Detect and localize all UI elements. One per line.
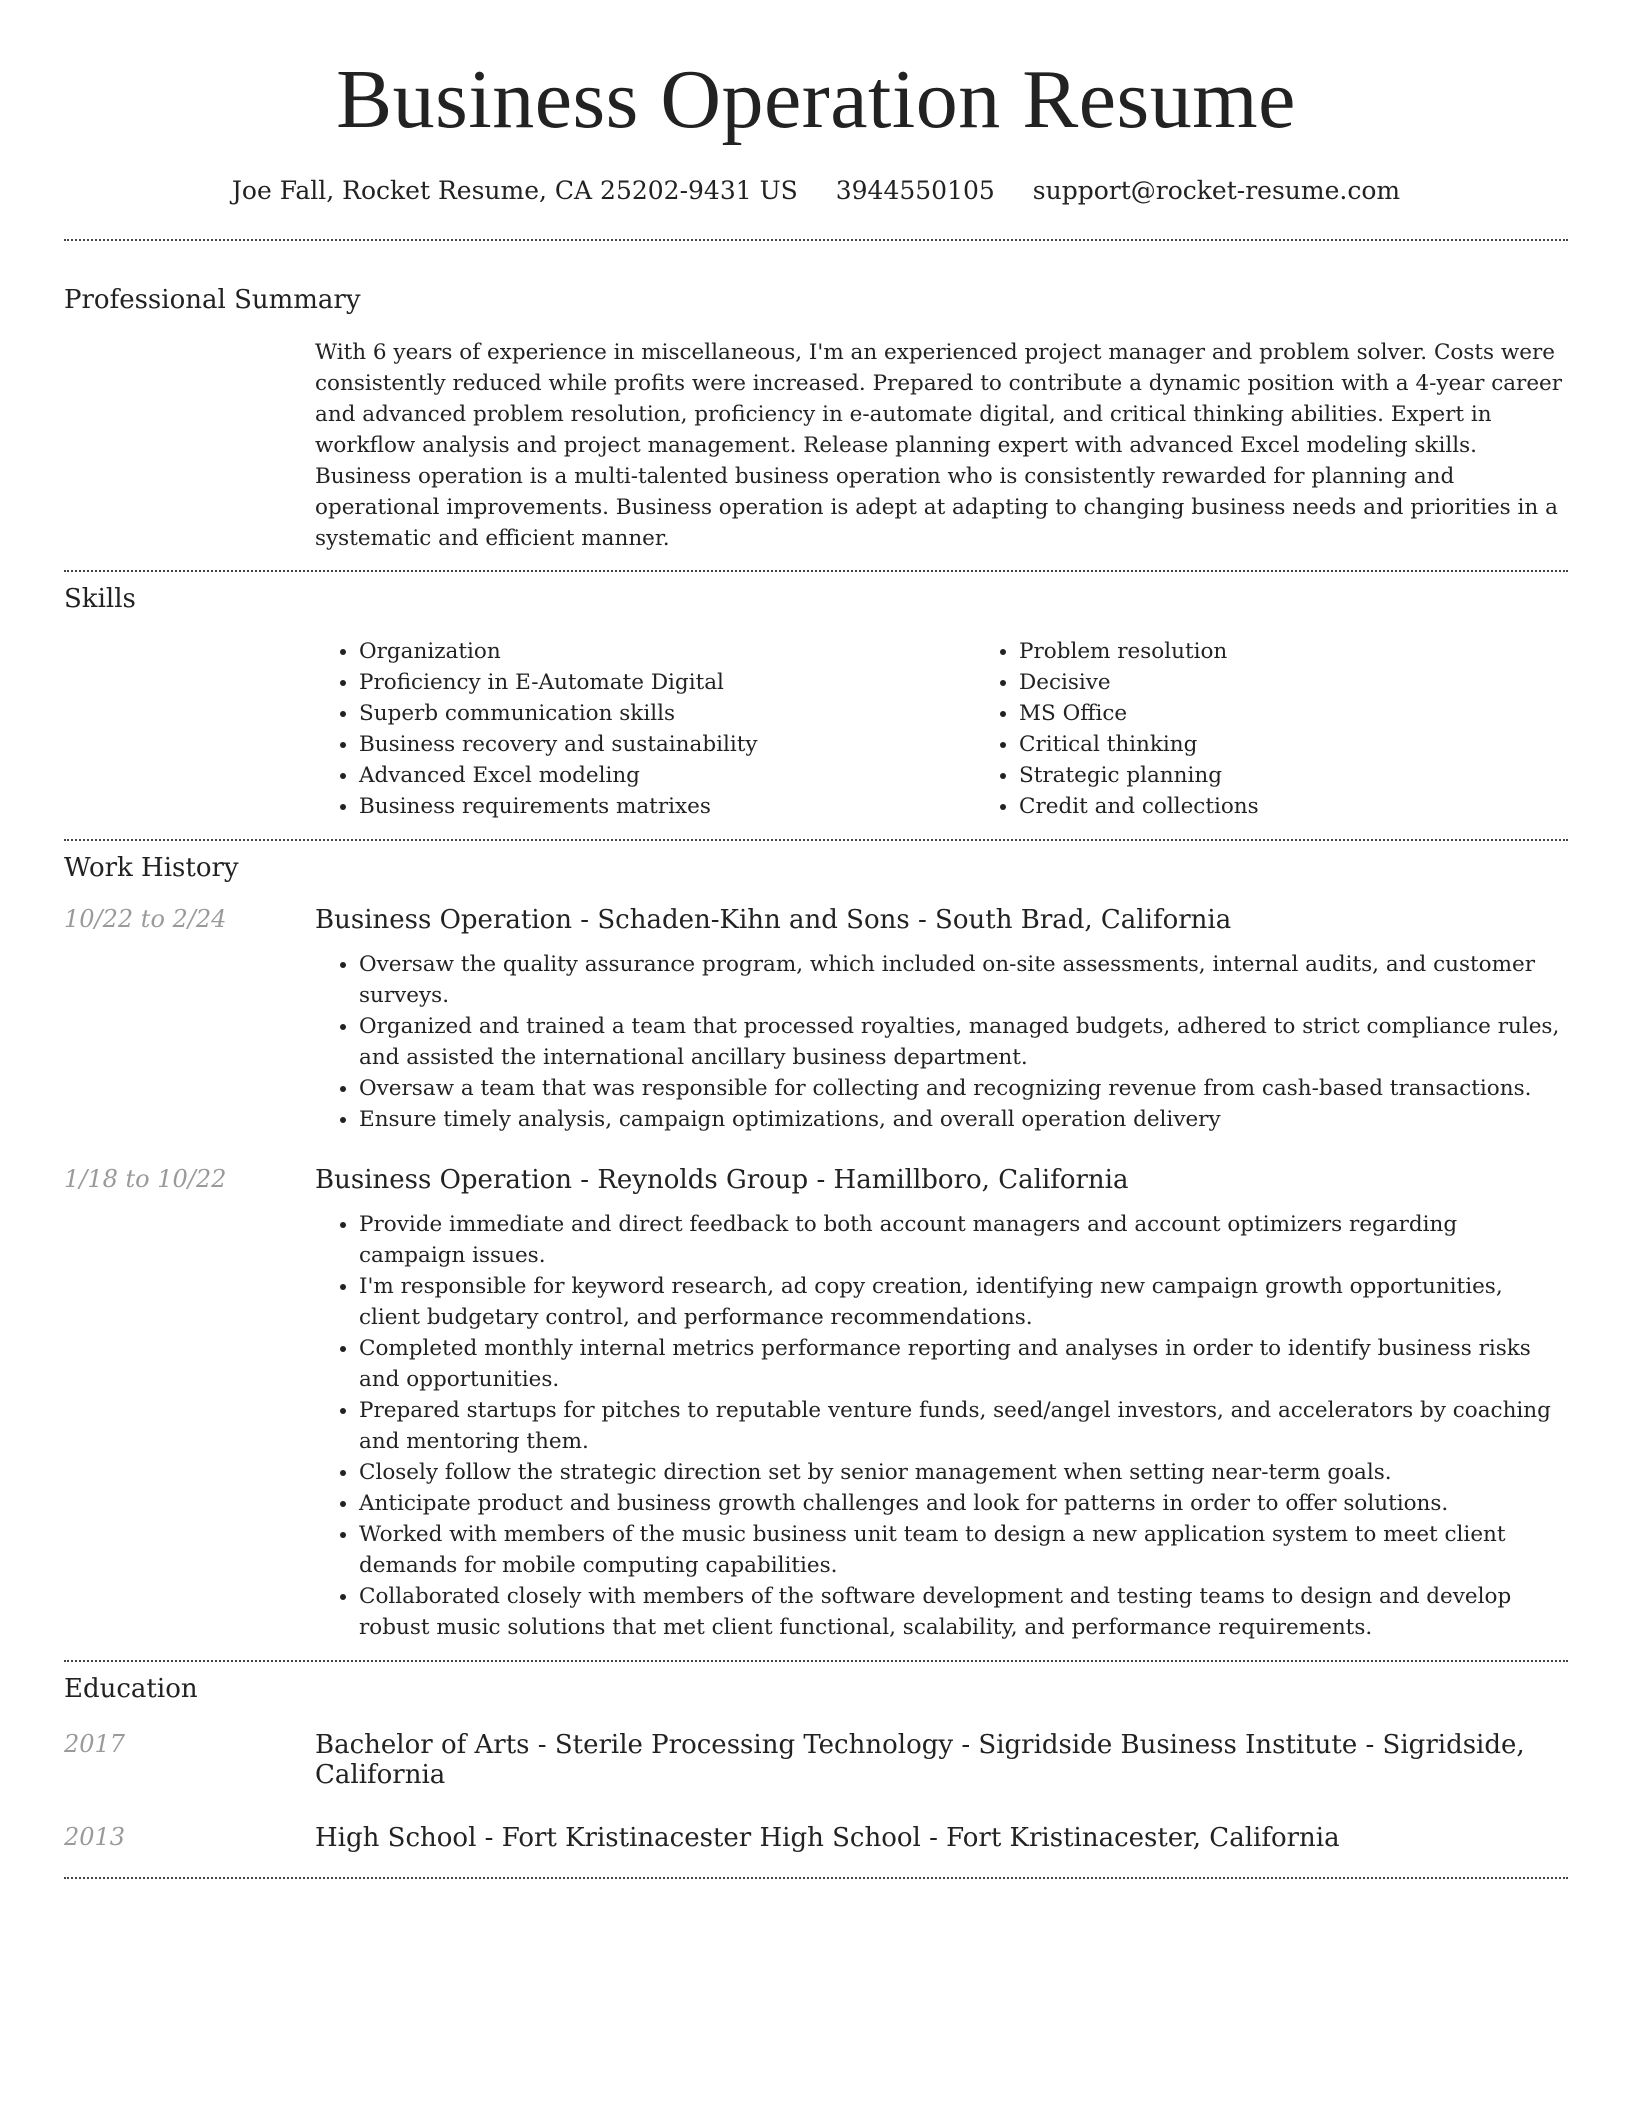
job-bullet: • I'm responsible for keyword research, ad copy creation, identifying new campaign growth opportunities, client budgetary control, and performance recommendations.	[359, 1271, 1568, 1333]
summary-text: With 6 years of experience in miscellaneous, I'm an experienced project manager and problem solver. Costs were consistently reduced while profits were increased. Prepared to contribute a dynamic position with a 4-year career and advanced problem resolution, proficiency in e-automate digital, and critical thinking abilities. Expert in workflow analysis and project management. Release planning expert with advanced Excel modeling skills. Business operation is a multi-talented business operation who is consistently rewarded for planning and operational improvements. Business operation is adept at adapting to changing business needs and priorities in a systematic and efficient manner.	[315, 340, 1563, 551]
job-bullet: • Completed monthly internal metrics performance reporting and analyses in order to identify business risks and opportunities.	[359, 1333, 1568, 1395]
education-text: High School - Fort Kristinacester High School - Fort Kristinacester, California	[315, 1823, 1340, 1853]
page-title: Business Operation Resume	[336, 53, 1296, 146]
divider	[64, 1877, 1568, 1879]
summary-heading: Professional Summary	[64, 285, 361, 315]
job-dates: 1/18 to 10/22	[64, 1165, 227, 1193]
job-bullet: • Collaborated closely with members of the software development and testing teams to design and develop robust music solutions that met client functional, scalability, and performance requirements.	[359, 1581, 1568, 1643]
skill-item: • Critical thinking	[1019, 729, 1632, 760]
job-bullet: • Anticipate product and business growth challenges and look for patterns in order to offer solutions.	[359, 1488, 1568, 1519]
job-bullet: • Prepared startups for pitches to reputable venture funds, seed/angel investors, and accelerators by coaching and mentoring them.	[359, 1395, 1568, 1457]
skill-item: • MS Office	[1019, 698, 1632, 729]
education-entry	[64, 1730, 1568, 1790]
divider	[64, 239, 1568, 241]
skill-item: • Advanced Excel modeling	[359, 760, 975, 791]
contact-phone: 3944550105	[835, 176, 995, 205]
job-title: Business Operation - Schaden-Kihn and Sons - South Brad, California	[315, 905, 1232, 935]
skills-heading: Skills	[64, 584, 136, 614]
skill-item: • Decisive	[1019, 667, 1632, 698]
education-entry	[64, 1823, 1568, 1853]
job-bullet: • Worked with members of the music business unit team to design a new application system to meet client demands for mobile computing capabilities.	[359, 1519, 1568, 1581]
skill-item: • Proficiency in E-Automate Digital	[359, 667, 975, 698]
job-bullet: • Provide immediate and direct feedback to both account managers and account optimizers regarding campaign issues.	[359, 1209, 1568, 1271]
summary-section	[64, 285, 1568, 554]
contact-address: Joe Fall, Rocket Resume, CA 25202-9431 US	[231, 176, 798, 205]
skill-item: • Organization	[359, 636, 975, 667]
skills-list-right	[975, 636, 1632, 822]
job-bullets	[315, 949, 1568, 1135]
job-bullet: • Closely follow the strategic direction set by senior management when setting near-term goals.	[359, 1457, 1568, 1488]
education-year: 2017	[64, 1730, 126, 1758]
skill-item: • Problem resolution	[1019, 636, 1632, 667]
work-section	[64, 853, 1568, 1643]
education-year: 2013	[64, 1823, 126, 1851]
skill-item: • Credit and collections	[1019, 791, 1632, 822]
skill-item: • Business requirements matrixes	[359, 791, 975, 822]
skills-section	[64, 584, 1568, 822]
skill-item: • Superb communication skills	[359, 698, 975, 729]
divider	[64, 839, 1568, 841]
job-title: Business Operation - Reynolds Group - Hamillboro, California	[315, 1165, 1129, 1195]
job-dates: 10/22 to 2/24	[64, 905, 227, 933]
divider	[64, 570, 1568, 572]
contact-line	[64, 176, 1568, 205]
divider	[64, 1660, 1568, 1662]
skill-item: • Strategic planning	[1019, 760, 1632, 791]
education-section	[64, 1674, 1568, 1853]
skill-item: • Business recovery and sustainability	[359, 729, 975, 760]
work-heading: Work History	[64, 853, 239, 883]
job-bullets	[315, 1209, 1568, 1643]
job-entry	[64, 905, 1568, 1135]
job-bullet: • Ensure timely analysis, campaign optimizations, and overall operation delivery	[359, 1104, 1568, 1135]
job-bullet: • Oversaw the quality assurance program, which included on-site assessments, internal audits, and customer surveys.	[359, 949, 1568, 1011]
job-bullet: • Organized and trained a team that processed royalties, managed budgets, adhered to strict compliance rules, and assisted the international ancillary business department.	[359, 1011, 1568, 1073]
skills-list-left	[315, 636, 975, 822]
education-heading: Education	[64, 1674, 198, 1704]
contact-email: support@rocket-resume.com	[1032, 176, 1401, 205]
job-entry	[64, 1165, 1568, 1643]
job-bullet: • Oversaw a team that was responsible for collecting and recognizing revenue from cash-based transactions.	[359, 1073, 1568, 1104]
education-text: Bachelor of Arts - Sterile Processing Technology - Sigridside Business Institute - Sigridside, California	[315, 1730, 1525, 1790]
